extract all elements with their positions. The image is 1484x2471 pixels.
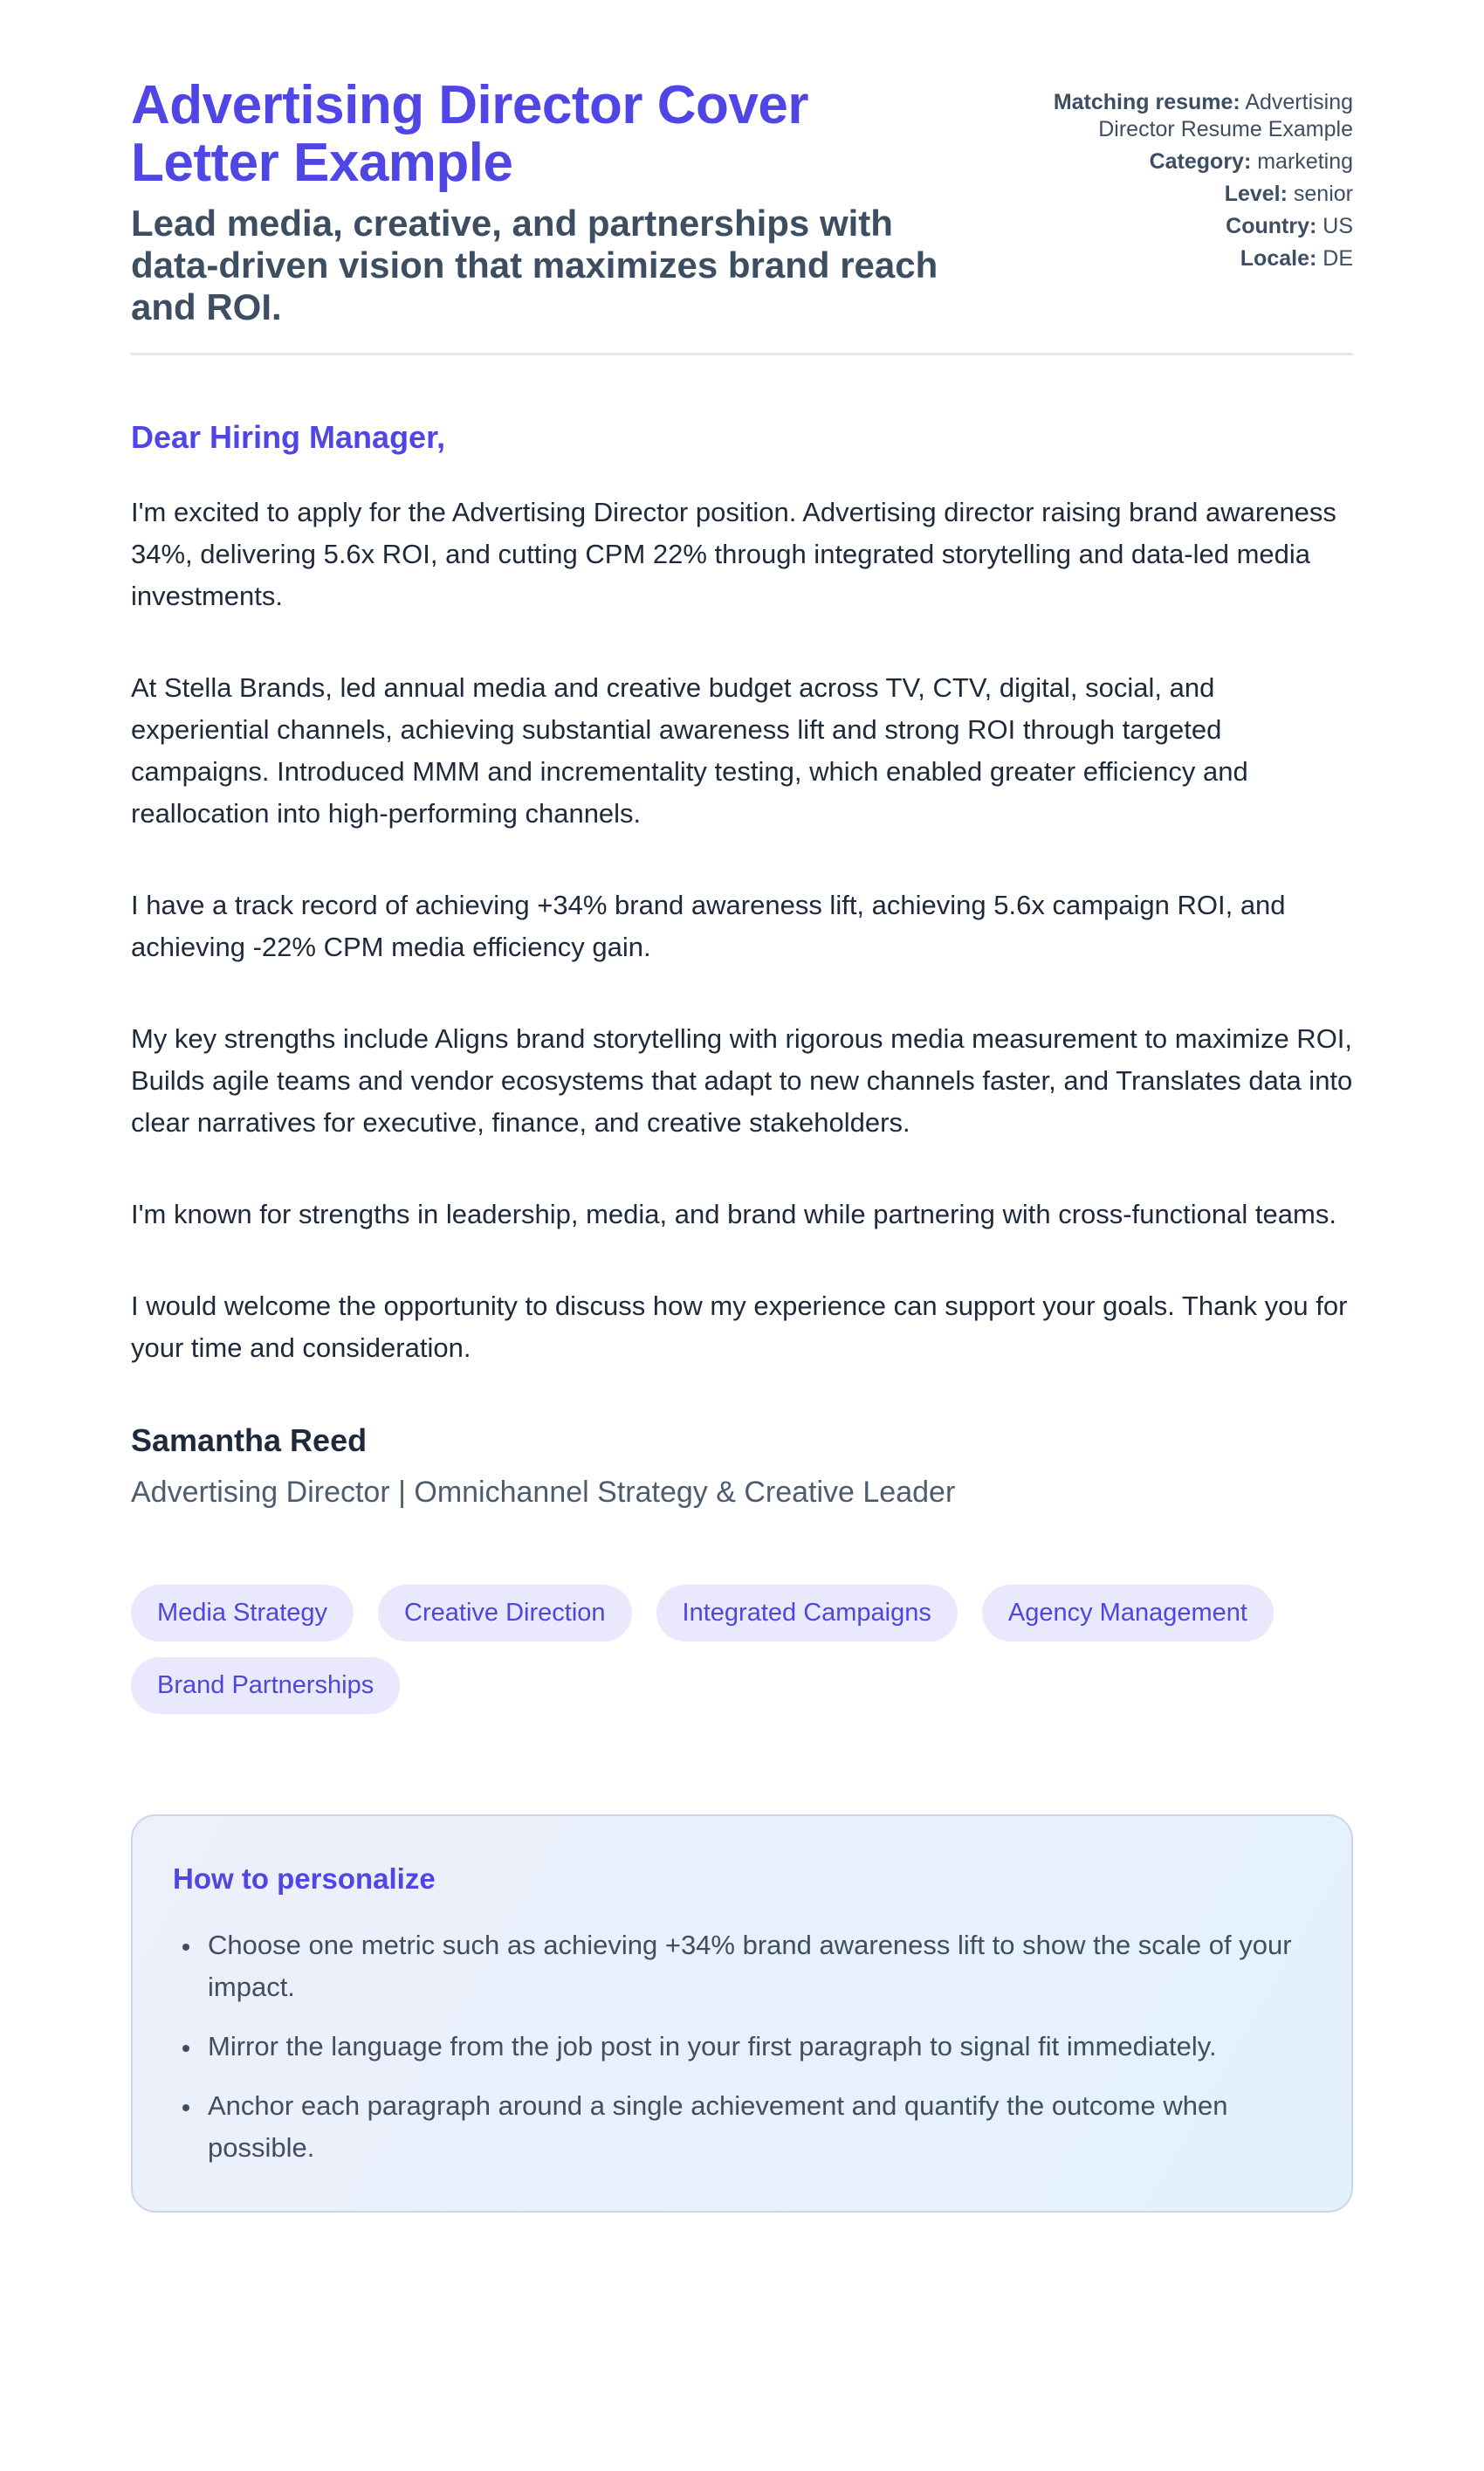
personalize-title: How to personalize [173,1862,436,1895]
letter-paragraphs [131,492,1353,1369]
meta-value: marketing [1257,149,1353,174]
meta-value: senior [1293,182,1353,206]
meta-value: DE [1323,246,1353,271]
letter-paragraph: I'm excited to apply for the Advertising Director position. Advertising director raising brand awareness 34%, delivering 5.6x ROI, and cutting CPM 22% through integrated storytelling and data-led media investments. [131,497,1336,611]
meta-label: Matching resume: [1053,90,1240,114]
meta-value: Advertising Director Resume Example [1098,90,1353,141]
skill-tags [131,1585,1353,1714]
meta-label: Category: [1149,149,1252,174]
meta-item [986,89,1353,143]
header-divider [131,353,1353,355]
skill-tag: Brand Partnerships [131,1657,400,1714]
page-title: Advertising Director Cover Letter Example [131,75,808,193]
letter-paragraph: At Stella Brands, led annual media and creative budget across TV, CTV, digital, social, and experiential channels, achieving substantial awareness lift and strong ROI through targeted campaigns. Introduced MMM and incrementality testing, which enabled greater efficiency and reallocation into high-performing channels. [131,672,1248,829]
resume-meta-block [986,77,1353,278]
personalize-tip: • Mirror the language from the job post in your first paragraph to signal fit immediately. [203,2026,1311,2068]
page-subtitle: Lead media, creative, and partnerships with data-driven vision that maximizes brand reach and ROI. [131,203,938,327]
personalize-tip: • Choose one metric such as achieving +34% brand awareness lift to show the scale of your impact. [203,1924,1311,2008]
signature-block [131,1421,1353,1511]
cover-letter-body [131,418,1353,1511]
meta-item [986,213,1353,240]
personalize-tips [173,1924,1311,2169]
meta-value: US [1323,214,1353,238]
letter-paragraph: I'm known for strengths in leadership, media, and brand while partnering with cross-functional teams. [131,1199,1336,1229]
meta-item [986,245,1353,272]
meta-item [986,181,1353,208]
skill-tag: Integrated Campaigns [656,1585,958,1642]
page-header [131,77,1353,328]
letter-paragraph: My key strengths include Aligns brand storytelling with rigorous media measurement to maximize ROI, Builds agile teams and vendor ecosystems that adapt to new channels faster, and Translates data into clear narratives for executive, finance, and creative stakeholders. [131,1023,1353,1138]
letter-paragraph: I would welcome the opportunity to discuss how my experience can support your goals. Thank you for your time and consideration. [131,1291,1348,1363]
signature-role: Advertising Director | Omnichannel Strategy & Creative Leader [131,1476,956,1509]
skill-tag: Media Strategy [131,1585,354,1642]
letter-greeting: Dear Hiring Manager, [131,419,446,455]
personalize-tip: • Anchor each paragraph around a single achievement and quantify the outcome when possible. [203,2085,1311,2169]
header-title-block [131,77,952,328]
signature-name: Samantha Reed [131,1422,368,1458]
skill-tag: Agency Management [982,1585,1274,1642]
letter-paragraph: I have a track record of achieving +34% brand awareness lift, achieving 5.6x campaign ROI, and achieving -22% CPM media efficiency gain. [131,890,1286,962]
meta-label: Locale: [1240,246,1317,271]
skill-tag: Creative Direction [378,1585,631,1642]
meta-label: Country: [1226,214,1317,238]
meta-label: Level: [1224,182,1288,206]
how-to-personalize-card [131,1814,1353,2213]
meta-item [986,148,1353,176]
